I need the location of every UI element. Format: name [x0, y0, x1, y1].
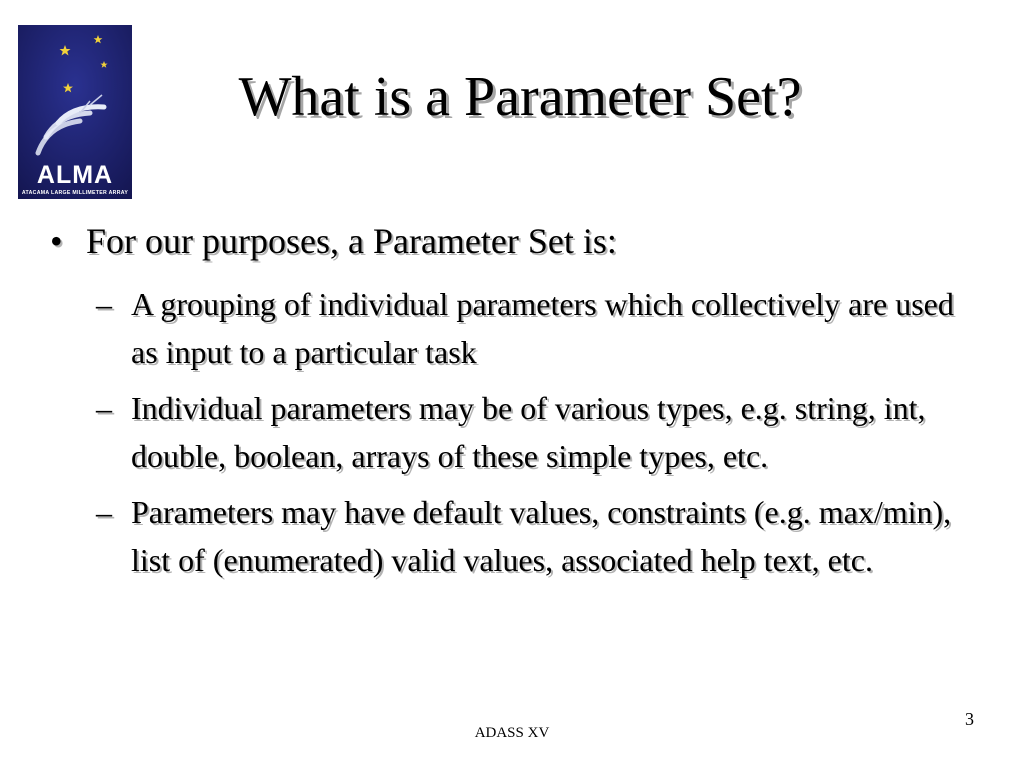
dash-marker: –: [96, 286, 112, 322]
dash-marker: –: [96, 390, 112, 426]
sub-bullet-text: Parameters may have default values, constraints (e.g. max/min), list of (enumerated) valid values, associated help text, etc.: [131, 494, 952, 578]
sub-bullet-item: [96, 384, 976, 480]
page-number: 3: [965, 709, 974, 729]
bullet-item: [50, 218, 617, 264]
bullet-text: For our purposes, a Parameter Set is:: [86, 221, 617, 261]
footer-text: ADASS XV: [474, 725, 550, 741]
alma-logo: [18, 25, 132, 199]
sub-bullet-item: [96, 280, 976, 376]
sub-bullet-list: [96, 280, 976, 592]
sub-bullet-text: A grouping of individual parameters which collectively are used as input to a particular task: [131, 286, 954, 370]
sub-bullet-item: [96, 488, 976, 584]
sub-bullet-text: Individual parameters may be of various types, e.g. string, int, double, boolean, arrays of these simple types, etc.: [131, 390, 926, 474]
logo-wordmark: ALMA: [36, 161, 114, 189]
logo-subtitle: ATACAMA LARGE MILLIMETER ARRAY: [21, 190, 129, 196]
dash-marker: –: [96, 494, 112, 530]
bullet-marker: •: [50, 221, 63, 261]
slide-title: What is a Parameter Set?: [238, 66, 802, 128]
